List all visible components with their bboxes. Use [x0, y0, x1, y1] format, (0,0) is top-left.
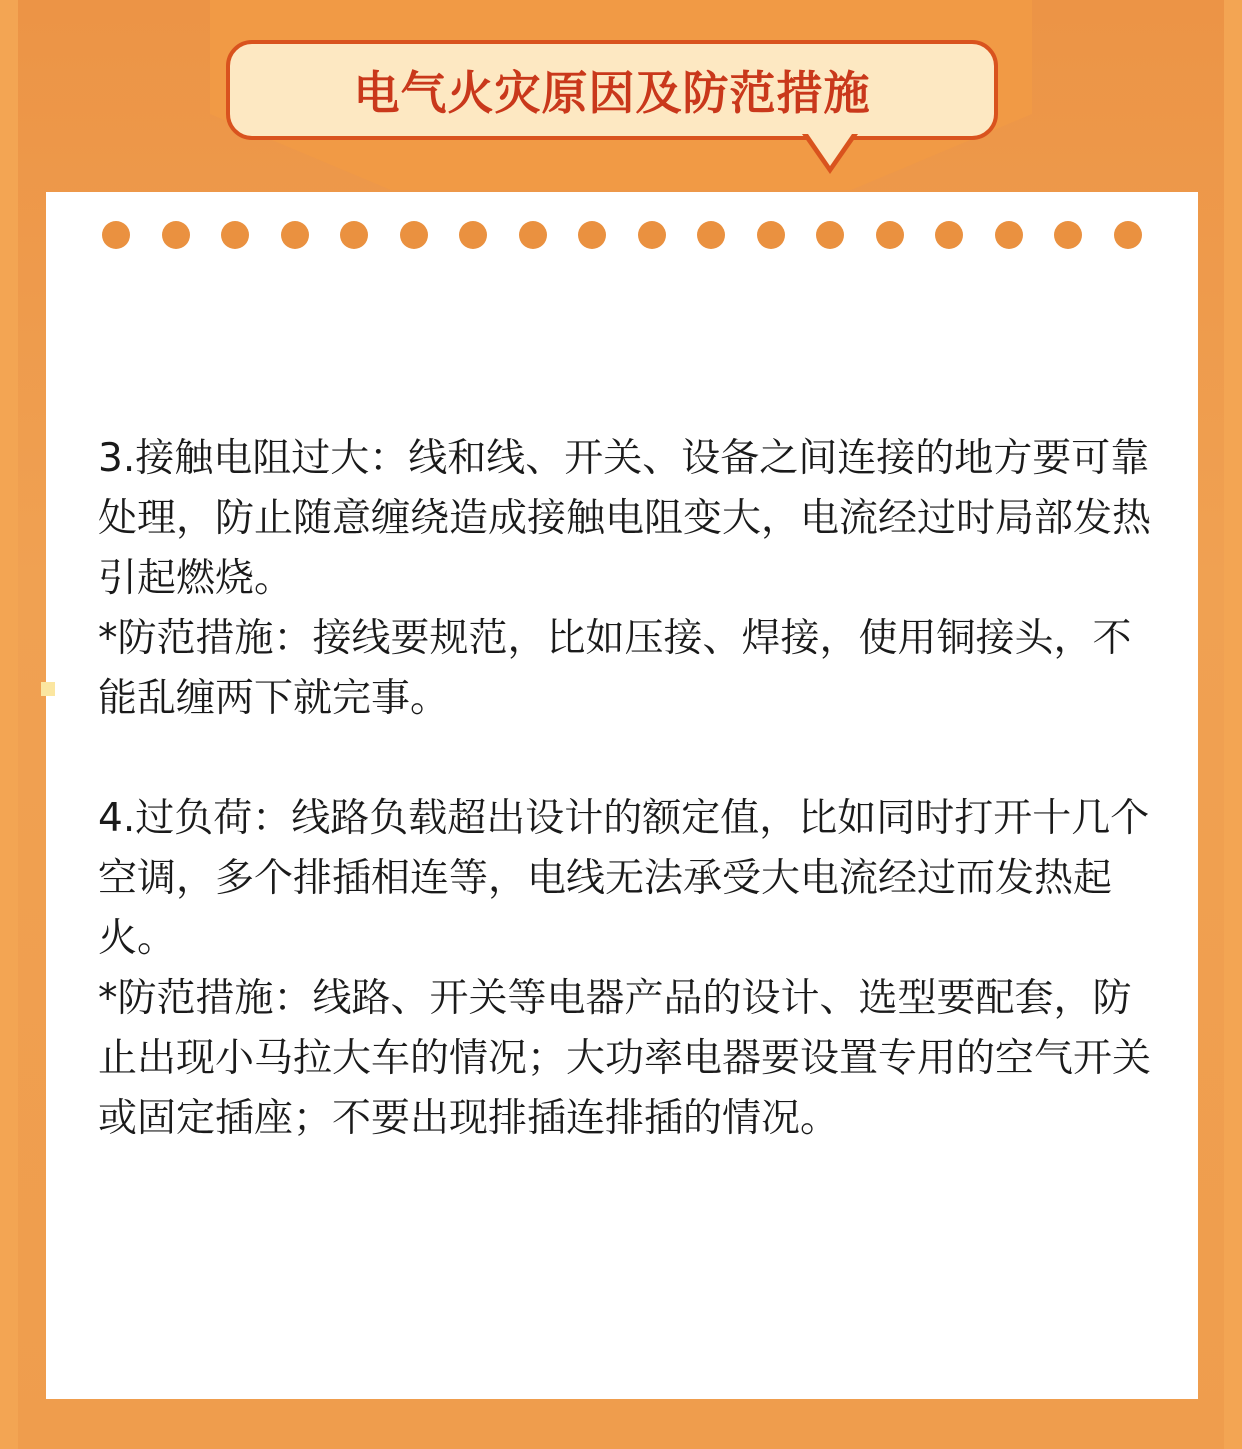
margin-marker [41, 682, 55, 696]
binding-dot [519, 221, 547, 249]
binding-dot [995, 221, 1023, 249]
binding-dot [935, 221, 963, 249]
content-card [46, 192, 1198, 1399]
section-4-cause: 4.过负荷：线路负载超出设计的额定值，比如同时打开十几个空调，多个排插相连等，电线无法承受大电流经过而发热起火。 [98, 796, 1150, 961]
article-body [98, 429, 1158, 1149]
notebook-binding-dots [102, 221, 1142, 251]
banner-pointer-fill [808, 134, 852, 166]
binding-dot [281, 221, 309, 249]
section-spacer [98, 729, 1158, 789]
binding-dot [400, 221, 428, 249]
binding-dot [340, 221, 368, 249]
section-3-prevention: *防范措施：接线要规范，比如压接、焊接，使用铜接头，不能乱缠两下就完事。 [98, 616, 1132, 721]
page-title: 电气火灾原因及防范措施 [353, 66, 871, 120]
binding-dot [221, 221, 249, 249]
binding-dot [876, 221, 904, 249]
binding-dot [757, 221, 785, 249]
binding-dot [162, 221, 190, 249]
binding-dot [816, 221, 844, 249]
binding-dot [578, 221, 606, 249]
binding-dot [1054, 221, 1082, 249]
section-4-prevention: *防范措施：线路、开关等电器产品的设计、选型要配套，防止出现小马拉大车的情况；大功率电器要设置专用的空气开关或固定插座；不要出现排插连排插的情况。 [98, 976, 1152, 1141]
binding-dot [1114, 221, 1142, 249]
binding-dot [459, 221, 487, 249]
binding-dot [697, 221, 725, 249]
binding-dot [102, 221, 130, 249]
header-banner [226, 40, 998, 140]
section-3-cause: 3.接触电阻过大：线和线、开关、设备之间连接的地方要可靠处理，防止随意缠绕造成接触电阻变大，电流经过时局部发热引起燃烧。 [98, 436, 1152, 601]
binding-dot [638, 221, 666, 249]
